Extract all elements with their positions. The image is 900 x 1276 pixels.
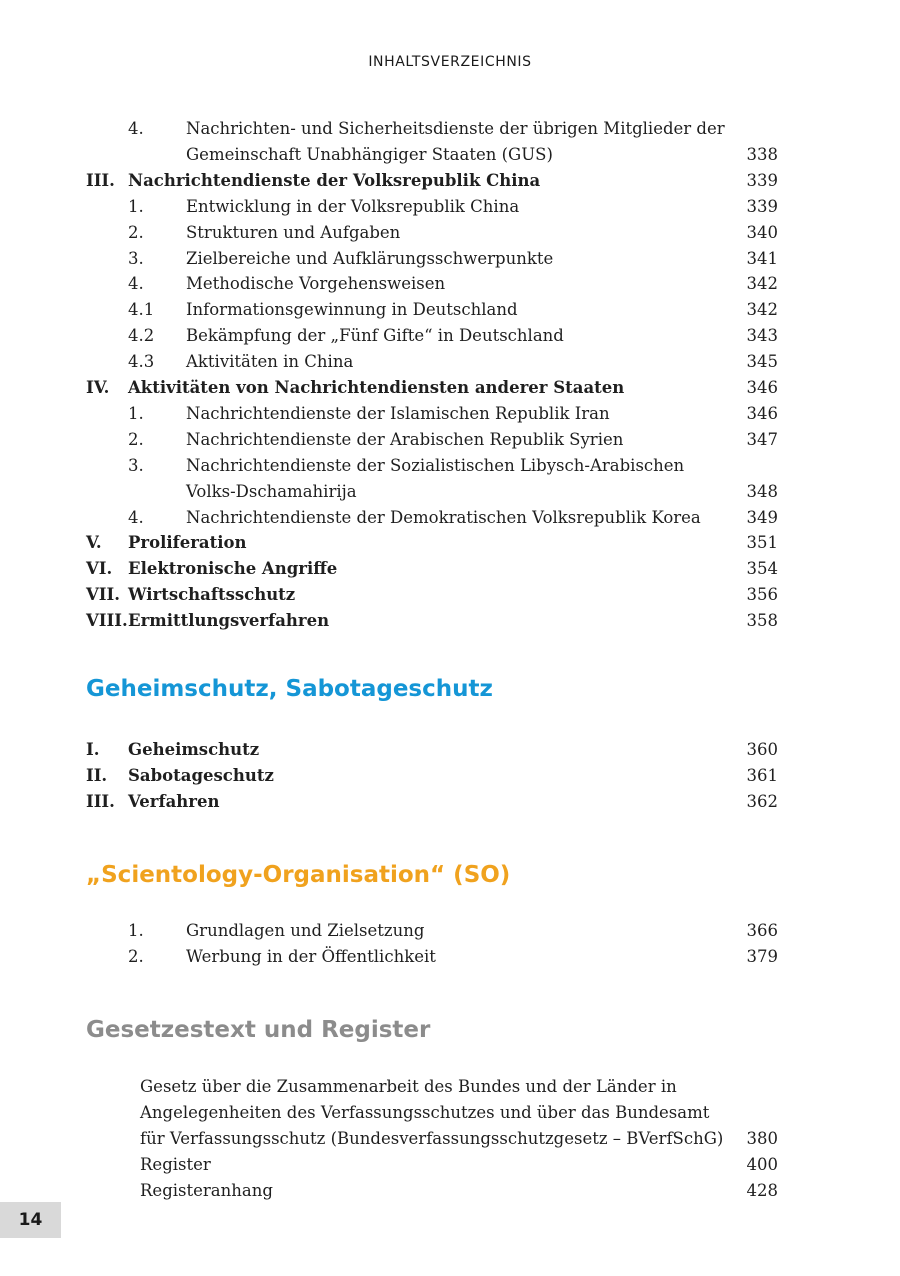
toc-entry-page: 338 <box>746 144 778 164</box>
toc-entry-number: 2. <box>128 947 144 966</box>
toc-entry-title: Proliferation <box>128 533 247 553</box>
toc-entry-title: Strukturen und Aufgaben <box>186 222 401 242</box>
toc-entry-page: 341 <box>746 248 778 268</box>
toc-entry <box>0 168 900 194</box>
toc-entry <box>0 375 900 401</box>
toc-entry-number: IV. <box>86 378 110 397</box>
toc-entry <box>0 944 900 970</box>
toc-entry <box>0 427 900 453</box>
toc-entry-page: 343 <box>746 326 778 346</box>
toc-entry-page: 380 <box>746 1129 778 1148</box>
toc-entry <box>0 479 900 505</box>
toc-entry-title: Bekämpfung der „Fünf Gifte“ in Deutschland <box>186 326 564 346</box>
toc-entry-page: 354 <box>746 559 778 579</box>
toc-entry-title: Ermittlungsverfahren <box>128 611 330 631</box>
toc-entry-page: 362 <box>746 792 778 811</box>
section-heading-scientology: „Scientology-Organisation“ (SO) <box>86 862 511 888</box>
toc-entry-number: 4. <box>128 119 144 138</box>
section-heading-gesetzestext: Gesetzestext und Register <box>86 1017 431 1043</box>
toc-entry-title: Nachrichtendienste der Volksrepublik China <box>128 170 541 190</box>
toc-entry-page: 342 <box>746 300 778 320</box>
toc-entry <box>0 297 900 323</box>
toc-entry-title: Nachrichtendienste der Arabischen Republik Syrien <box>186 429 624 449</box>
toc-entry-title: Geheimschutz <box>128 740 260 759</box>
toc-entry-title: Gesetz über die Zusammenarbeit des Bundes und der Länder in <box>140 1077 677 1096</box>
toc-entry-page: 379 <box>746 947 778 966</box>
toc-entry-title: Aktivitäten in China <box>186 352 354 372</box>
toc-entry-title: Grundlagen und Zielsetzung <box>186 921 425 940</box>
toc-entry-number: 4. <box>128 274 144 294</box>
toc-entry <box>0 349 900 375</box>
toc-entry-title: Wirtschaftsschutz <box>128 585 296 605</box>
toc-entry-number: 3. <box>128 455 144 475</box>
toc-entry-page: 356 <box>746 585 778 605</box>
toc-entry-page: 345 <box>746 352 778 372</box>
toc-entry <box>0 530 900 556</box>
toc-entry-page: 349 <box>746 507 778 527</box>
toc-entry-title: Aktivitäten von Nachrichtendiensten anderer Staaten <box>128 378 625 397</box>
section-heading-geheimschutz: Geheimschutz, Sabotageschutz <box>86 676 493 702</box>
toc-entry-number: VII. <box>86 585 120 605</box>
toc-entry-number: 1. <box>128 196 144 216</box>
toc-entry-title: für Verfassungsschutz (Bundesverfassungsschutzgesetz – BVerfSchG) <box>140 1129 724 1148</box>
toc-entry <box>0 505 900 531</box>
toc-entry <box>0 1100 900 1126</box>
toc-entry-title: Verfahren <box>128 792 220 811</box>
toc-entry-page: 366 <box>746 921 778 940</box>
toc-entry-title: Methodische Vorgehensweisen <box>186 274 446 294</box>
toc-entry <box>0 194 900 220</box>
toc-entry-page: 400 <box>746 1155 778 1174</box>
toc-entry-number: 1. <box>128 921 144 940</box>
toc-entry <box>0 453 900 479</box>
toc-entry <box>0 1152 900 1178</box>
toc-entry-title: Werbung in der Öffentlichkeit <box>186 947 436 966</box>
toc-entry <box>0 323 900 349</box>
toc-entry-page: 346 <box>746 378 778 397</box>
toc-entry-page: 347 <box>746 429 778 449</box>
toc-entry <box>0 556 900 582</box>
toc-entry-title: Elektronische Angriffe <box>128 559 338 579</box>
toc-entry <box>0 401 900 427</box>
toc-entry <box>0 220 900 246</box>
toc-entry-number: 2. <box>128 429 144 449</box>
toc-entry <box>0 789 900 815</box>
toc-entry-page: 342 <box>746 274 778 294</box>
toc-entry-number: 1. <box>128 403 144 423</box>
toc-entry-number: 4.3 <box>128 352 155 372</box>
toc-entry-number: 4.2 <box>128 326 155 346</box>
toc-entry-number: 4. <box>128 507 144 527</box>
toc-entry-page: 351 <box>746 533 778 553</box>
toc-entry <box>0 246 900 272</box>
toc-entry-page: 358 <box>746 611 778 631</box>
toc-entry-number: III. <box>86 792 115 811</box>
toc-entry-title: Entwicklung in der Volksrepublik China <box>186 196 520 216</box>
toc-entry-page: 360 <box>746 740 778 759</box>
toc-entry-title: Gemeinschaft Unabhängiger Staaten (GUS) <box>186 144 553 164</box>
toc-entry-number: 2. <box>128 222 144 242</box>
toc-entry-number: I. <box>86 740 100 759</box>
toc-entry <box>0 737 900 763</box>
toc-entry-page: 348 <box>746 481 778 501</box>
toc-entry <box>0 608 900 634</box>
toc-entry <box>0 271 900 297</box>
toc-entry-title: Nachrichtendienste der Sozialistischen Libysch-Arabischen <box>186 455 685 475</box>
toc-entry <box>0 763 900 789</box>
toc-entry-page: 340 <box>746 222 778 242</box>
toc-entry <box>0 582 900 608</box>
toc-entry-page: 428 <box>746 1181 778 1200</box>
toc-entry-number: III. <box>86 170 115 190</box>
toc-entry-page: 339 <box>746 170 778 190</box>
toc-entry <box>0 116 900 142</box>
toc-entry-title: Nachrichten- und Sicherheitsdienste der übrigen Mitglieder der <box>186 119 725 138</box>
page-number: 14 <box>0 1202 61 1238</box>
toc-entry-number: V. <box>86 533 102 553</box>
toc-entry-number: 3. <box>128 248 144 268</box>
toc-entry <box>0 1074 900 1100</box>
toc-entry-title: Nachrichtendienste der Islamischen Republik Iran <box>186 403 610 423</box>
toc-entry-title: Registeranhang <box>140 1181 273 1200</box>
toc-entry-title: Sabotageschutz <box>128 766 274 785</box>
toc-entry-title: Angelegenheiten des Verfassungsschutzes und über das Bundesamt <box>140 1103 710 1122</box>
toc-entry-title: Volks-Dschamahirija <box>186 481 357 501</box>
toc-entry-number: II. <box>86 766 108 785</box>
toc-entry <box>0 1126 900 1152</box>
toc-entry <box>0 142 900 168</box>
toc-entry-title: Zielbereiche und Aufklärungsschwerpunkte <box>186 248 554 268</box>
toc-entry-title: Nachrichtendienste der Demokratischen Volksrepublik Korea <box>186 507 701 527</box>
toc-entry-number: VI. <box>86 559 113 579</box>
running-head: INHALTSVERZEICHNIS <box>368 54 532 70</box>
toc-entry <box>0 1178 900 1204</box>
toc-entry-page: 346 <box>746 403 778 423</box>
toc-entry-number: 4.1 <box>128 300 155 320</box>
toc-entry-title: Register <box>140 1155 211 1174</box>
toc-entry-title: Informationsgewinnung in Deutschland <box>186 300 518 320</box>
toc-entry-page: 339 <box>746 196 778 216</box>
toc-entry-number: VIII. <box>86 611 128 631</box>
toc-entry <box>0 918 900 944</box>
toc-entry-page: 361 <box>746 766 778 785</box>
